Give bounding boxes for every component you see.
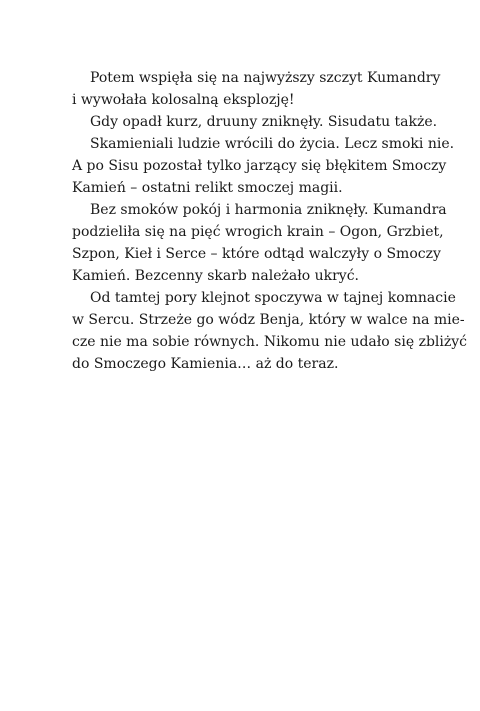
paragraph-2-line-1: Gdy opadł kurz, druuny zniknęły. Sisudatu także. [90,114,438,130]
paragraph-5-line-2: w Sercu. Strzeże go wódz Benja, który w walce na mie- [72,312,465,328]
body-text [72,67,468,375]
paragraph-1-line-2: i wywołała kolosalną eksplozję! [72,92,295,108]
paragraph-5-line-1: Od tamtej pory klejnot spoczywa w tajnej komnacie [90,290,456,306]
paragraph-4-line-4: Kamień. Bezcenny skarb należało ukryć. [72,268,360,284]
paragraph-5-line-4: do Smoczego Kamienia… aż do teraz. [72,356,339,372]
paragraph-1-line-1: Potem wspięła się na najwyższy szczyt Kumandry [90,70,441,86]
paragraph-5-line-3: cze nie ma sobie równych. Nikomu nie udało się zbliżyć [72,334,468,350]
paragraph-4-line-1: Bez smoków pokój i harmonia zniknęły. Kumandra [90,202,447,218]
paragraph-3-line-3: Kamień – ostatni relikt smoczej magii. [72,180,343,196]
paragraph-3-line-2: A po Sisu pozostał tylko jarzący się błękitem Smoczy [72,158,447,174]
paragraph-3-line-1: Skamieniali ludzie wrócili do życia. Lecz smoki nie. [90,136,455,152]
paragraph-4-line-2: podzieliła się na pięć wrogich krain – Ogon, Grzbiet, [72,224,444,240]
paragraph-4-line-3: Szpon, Kieł i Serce – które odtąd walczyły o Smoczy [72,246,441,262]
